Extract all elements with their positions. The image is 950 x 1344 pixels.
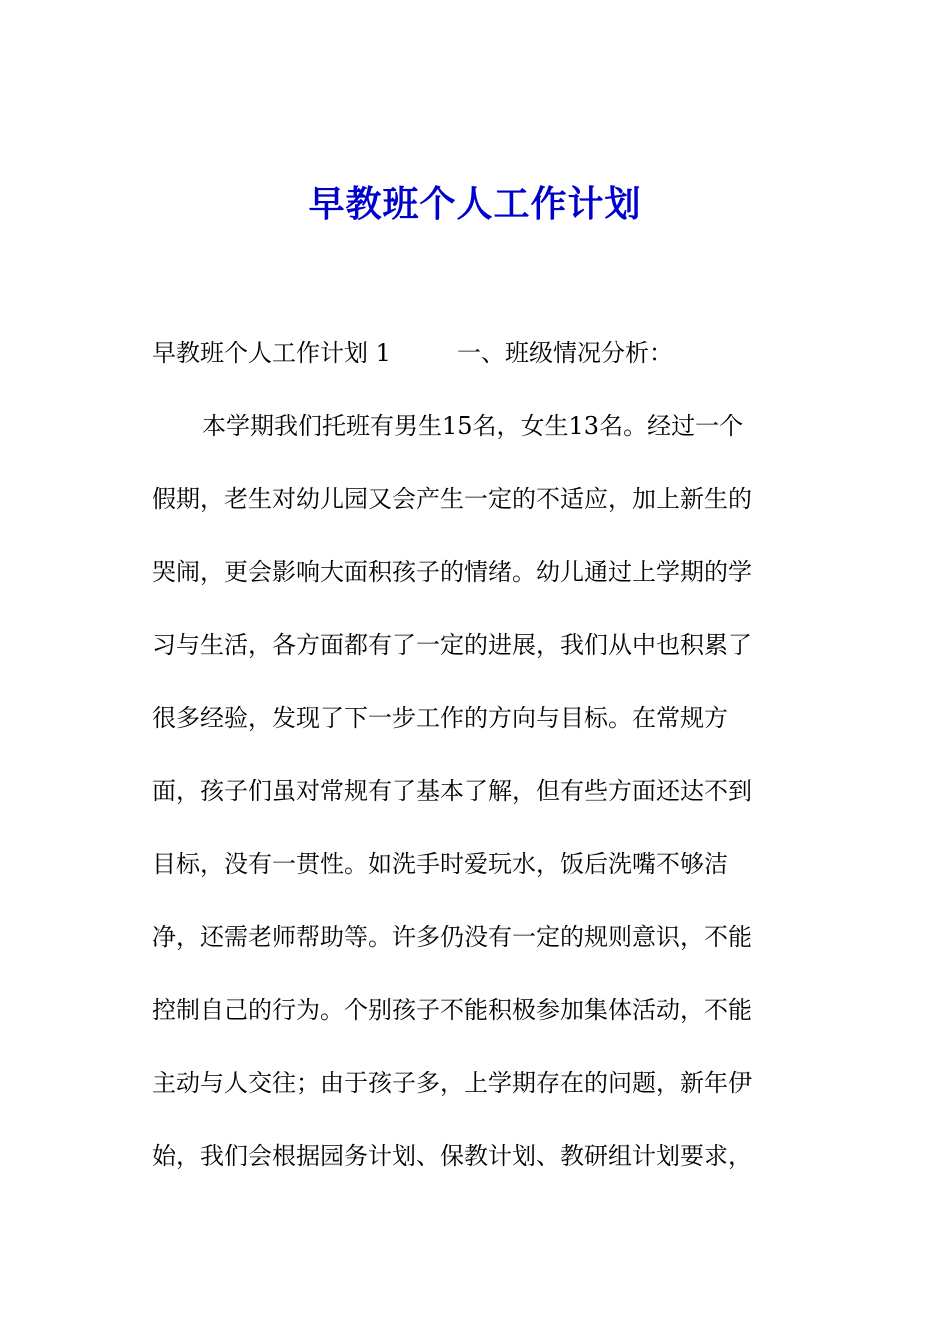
section-heading: 一、班级情况分析： bbox=[457, 339, 673, 367]
paragraph-line: 始，我们会根据园务计划、保教计划、教研组计划要求， bbox=[152, 1142, 752, 1170]
plan-number-label: 早教班个人工作计划 1 bbox=[152, 339, 391, 367]
paragraph-line: 净，还需老师帮助等。许多仍没有一定的规则意识，不能 bbox=[152, 923, 752, 951]
paragraph-line: 本学期我们托班有男生15名，女生13名。经过一个 bbox=[202, 412, 744, 440]
paragraph-line: 习与生活，各方面都有了一定的进展，我们从中也积累了 bbox=[152, 631, 752, 659]
paragraph-line: 很多经验，发现了下一步工作的方向与目标。在常规方 bbox=[152, 704, 728, 732]
paragraph-line: 面，孩子们虽对常规有了基本了解，但有些方面还达不到 bbox=[152, 777, 752, 805]
paragraph-line: 哭闹，更会影响大面积孩子的情绪。幼儿通过上学期的学 bbox=[152, 558, 752, 586]
paragraph-line: 目标，没有一贯性。如洗手时爱玩水，饭后洗嘴不够洁 bbox=[152, 850, 728, 878]
paragraph-line: 假期，老生对幼儿园又会产生一定的不适应，加上新生的 bbox=[152, 485, 752, 513]
paragraph-line: 控制自己的行为。个别孩子不能积极参加集体活动，不能 bbox=[152, 996, 752, 1024]
paragraph-line: 主动与人交往；由于孩子多，上学期存在的问题，新年伊 bbox=[152, 1069, 752, 1097]
document-title: 早教班个人工作计划 bbox=[308, 183, 642, 225]
